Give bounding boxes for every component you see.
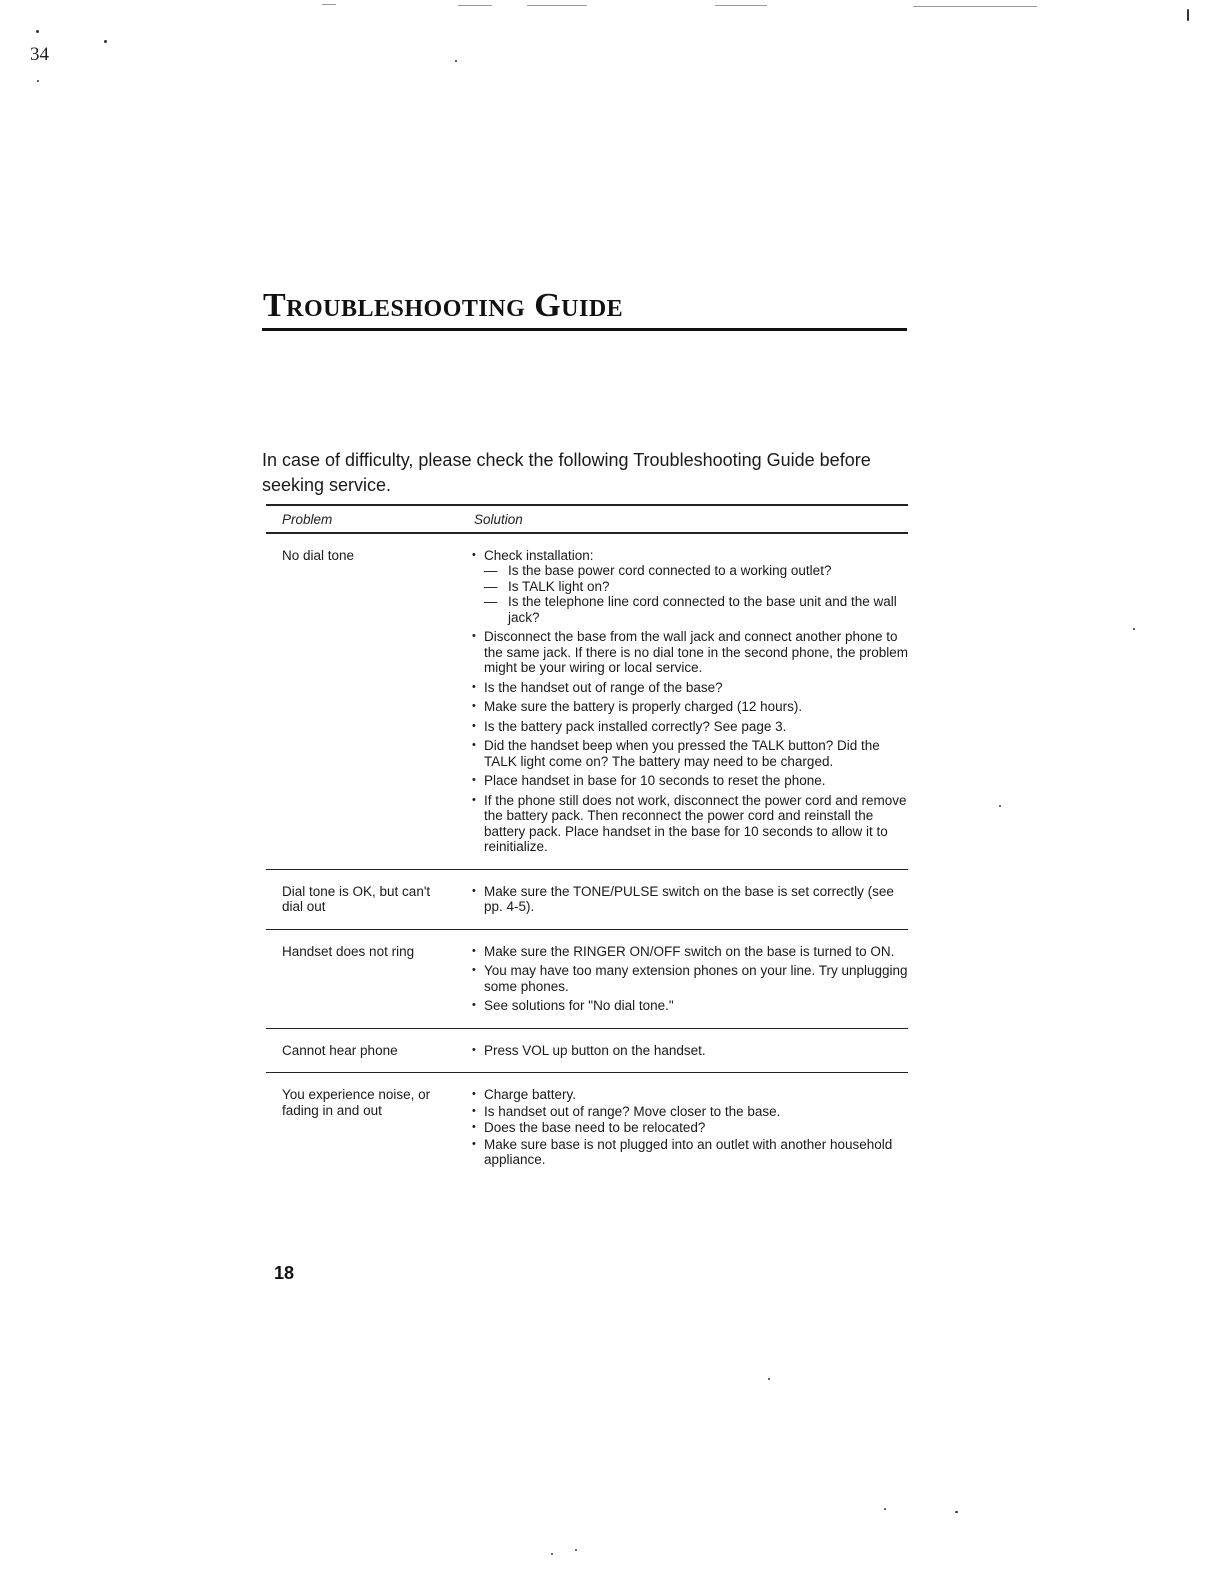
scan-artifact-dot bbox=[1133, 628, 1135, 630]
solution-text: Make sure the TONE/PULSE switch on the base is set correctly (see pp. 4-5). bbox=[484, 883, 894, 914]
solution-item bbox=[472, 548, 908, 626]
dash-icon: — bbox=[484, 594, 498, 609]
solution-text: You may have too many extension phones on your line. Try unplugging some phones. bbox=[484, 963, 908, 994]
scan-artifact-dot bbox=[1187, 9, 1189, 21]
scan-artifact-line bbox=[715, 5, 767, 6]
solution-text: Is the battery pack installed correctly? See page 3. bbox=[484, 718, 787, 734]
sub-solution-item bbox=[484, 594, 908, 625]
solution-cell bbox=[458, 1029, 908, 1073]
solution-item bbox=[472, 629, 908, 676]
corner-page-mark: 34 bbox=[30, 44, 49, 65]
dash-icon: — bbox=[484, 578, 498, 594]
scan-artifact-line bbox=[913, 6, 1037, 7]
table-row bbox=[266, 930, 908, 1029]
solution-item bbox=[472, 793, 908, 855]
header-solution: Solution bbox=[474, 511, 523, 527]
title-underline bbox=[262, 328, 907, 331]
solution-list bbox=[472, 1087, 908, 1168]
table-row bbox=[266, 534, 908, 870]
solution-text: Make sure the battery is properly charged (12 hours). bbox=[484, 699, 803, 714]
scan-artifact-dot bbox=[768, 1378, 770, 1380]
sub-solution-item bbox=[484, 563, 908, 579]
solution-item bbox=[472, 1137, 908, 1168]
solution-item bbox=[472, 738, 908, 769]
solution-text: Does the base need to be relocated? bbox=[484, 1120, 706, 1135]
scan-artifact-dot bbox=[455, 60, 457, 62]
scan-artifact-dot bbox=[104, 40, 107, 43]
scan-artifact-dot bbox=[999, 805, 1001, 807]
problem-cell: Handset does not ring bbox=[282, 943, 415, 959]
sub-solution-text: Is the base power cord connected to a working outlet? bbox=[508, 563, 832, 578]
solution-text: Make sure base is not plugged into an outlet with another household appliance. bbox=[484, 1136, 893, 1167]
sub-solution-item bbox=[484, 579, 908, 595]
scan-artifact-dot bbox=[955, 1511, 958, 1513]
table-header bbox=[266, 506, 908, 532]
problem-cell: Cannot hear phone bbox=[282, 1042, 398, 1058]
solution-text: Did the handset beep when you pressed the TALK button? Did the TALK light come on? The battery may need to be charged. bbox=[484, 738, 880, 769]
solution-item bbox=[472, 1043, 908, 1059]
table-row bbox=[266, 1029, 908, 1074]
solution-text: Disconnect the base from the wall jack and connect another phone to the same jack. If there is no dial tone in the second phone, the problem might be your wiring or local service. bbox=[484, 629, 909, 675]
scan-artifact-dot bbox=[884, 1508, 886, 1510]
solution-item bbox=[472, 719, 908, 735]
solution-item bbox=[472, 1120, 908, 1136]
table-row bbox=[266, 870, 908, 930]
page-number: 18 bbox=[274, 1263, 295, 1283]
intro-paragraph: In case of difficulty, please check the following Troubleshooting Guide before seeking service. bbox=[262, 450, 871, 495]
solution-text: Is the handset out of range of the base? bbox=[484, 679, 723, 695]
solution-list bbox=[472, 548, 908, 855]
sub-solution-text: Is the telephone line cord connected to the base unit and the wall jack? bbox=[508, 594, 897, 625]
solution-item bbox=[472, 1087, 908, 1103]
scan-artifact-line bbox=[458, 5, 492, 6]
solution-text: Check installation: bbox=[484, 547, 594, 563]
solution-cell bbox=[458, 930, 908, 1028]
scan-artifact-dot bbox=[551, 1553, 553, 1555]
solution-text: If the phone still does not work, disconnect the power cord and remove the battery pack. Then reconnect the power cord and reinstall the battery pack. Place handset in the base for 10 seconds to allow it to reinitialize. bbox=[484, 792, 907, 854]
solution-text: Is handset out of range? Move closer to the base. bbox=[484, 1103, 781, 1119]
sub-solution-text: Is TALK light on? bbox=[508, 578, 610, 594]
dash-icon: — bbox=[484, 563, 498, 578]
solution-text: Make sure the RINGER ON/OFF switch on the base is turned to ON. bbox=[484, 943, 895, 959]
solution-cell bbox=[458, 870, 908, 929]
solution-list bbox=[472, 944, 908, 1014]
solution-cell bbox=[458, 534, 908, 869]
problem-cell: No dial tone bbox=[282, 547, 355, 563]
solution-list bbox=[472, 1043, 908, 1059]
scan-artifact-line bbox=[322, 4, 336, 5]
table-body bbox=[266, 534, 908, 1179]
scan-artifact-dot bbox=[575, 1549, 577, 1551]
solution-item bbox=[472, 998, 908, 1014]
table-row bbox=[266, 1073, 908, 1179]
problem-cell: Dial tone is OK, but can't dial out bbox=[282, 883, 431, 914]
solution-item bbox=[472, 1104, 908, 1120]
solution-item bbox=[472, 699, 908, 715]
scan-artifact-dot bbox=[36, 30, 39, 33]
solution-item bbox=[472, 773, 908, 789]
solution-text: See solutions for "No dial tone." bbox=[484, 998, 674, 1013]
header-problem: Problem bbox=[282, 511, 333, 527]
scan-artifact-dot bbox=[37, 80, 39, 82]
solution-text: Press VOL up button on the handset. bbox=[484, 1042, 706, 1058]
solution-text: Place handset in base for 10 seconds to reset the phone. bbox=[484, 773, 826, 788]
solution-item bbox=[472, 680, 908, 696]
solution-item bbox=[472, 963, 908, 994]
solution-list bbox=[472, 884, 908, 915]
page-title: Troubleshooting Guide bbox=[263, 287, 624, 324]
sub-solution-list bbox=[484, 563, 908, 625]
solution-item bbox=[472, 944, 908, 960]
solution-text: Charge battery. bbox=[484, 1087, 577, 1102]
troubleshooting-table bbox=[266, 504, 908, 1179]
solution-item bbox=[472, 884, 908, 915]
solution-cell bbox=[458, 1073, 908, 1179]
scan-artifact-line bbox=[527, 5, 587, 6]
problem-cell: You experience noise, or fading in and out bbox=[282, 1087, 431, 1118]
